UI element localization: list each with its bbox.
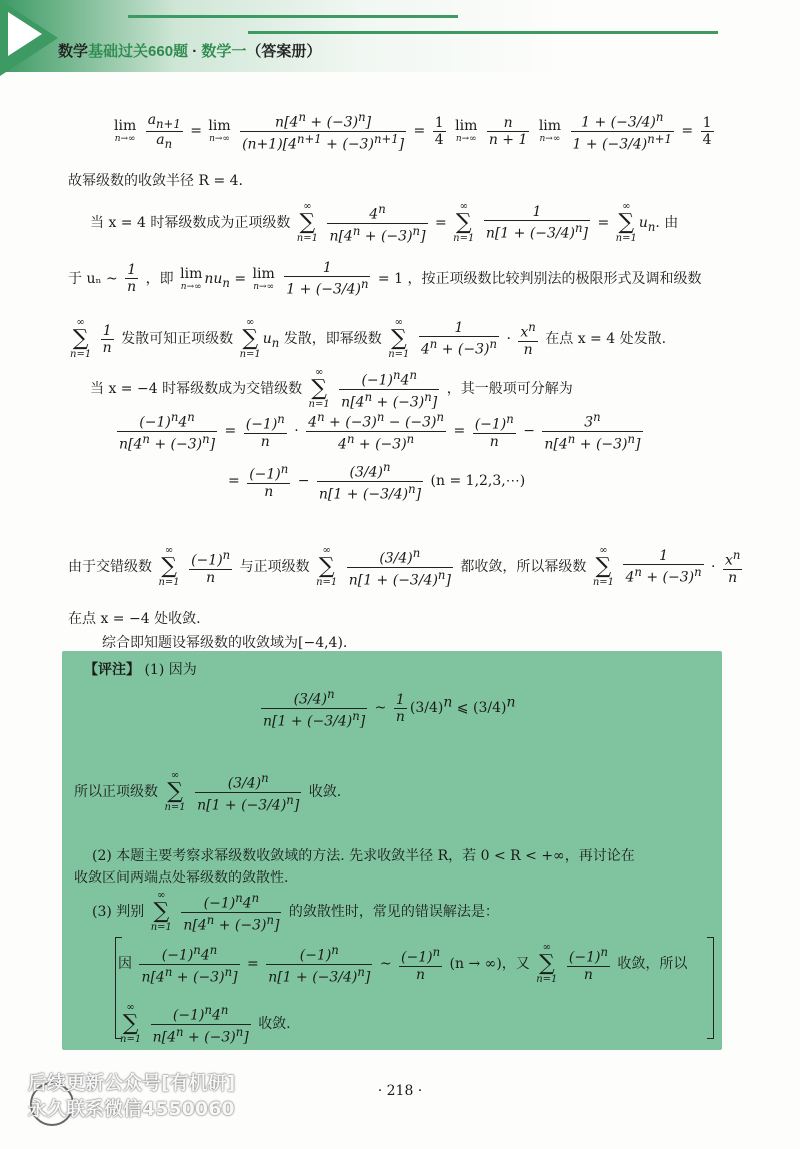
header-book: 基础过关660题 <box>88 43 189 60</box>
header-course: 数学一 <box>201 43 247 60</box>
commentary-wrong-conclusion: ∞ ∑ n=1 $\frac{(-1)^n4^n}{n[4^n + (-3)^n]}$ 收敛. <box>120 1002 291 1046</box>
commentary-intro <box>84 659 197 679</box>
text: 都收敛，所以幂级数 <box>460 559 587 576</box>
bracket-left <box>115 937 122 1039</box>
header-volume: （答案册） <box>246 43 322 60</box>
text-radius: 故幂级数的收敛半径 R = 4. <box>68 173 243 189</box>
text: (3) 判别 <box>92 904 145 921</box>
text: 因 <box>118 956 132 973</box>
line-x-equals-4: 当 x = 4 时幂级数成为正项级数 ∞ ∑ n=1 $\frac{4^n}{n[4^n + (-3)^n]}$ = ∞ ∑ n=1 $\frac{1}{n[1 + (-3/4)^n]}$ = ∞ ∑ $n=1u_n$. 由 <box>90 201 679 245</box>
commentary-wrong-solution: 因 $\frac{(-1)^n4^n}{n[4^n + (-3)^n]}$ = $\frac{(-1)^n}{n[1 + (-3/4)^n]}$ ~ $\frac{(-1)^n}{n}$ (n → ∞)，又 ∞ ∑ n=1 $\frac{(-1)^n}{n}$ 收敛，所以 <box>118 942 688 986</box>
text: 发散，即幂级数 <box>283 331 382 347</box>
text: 当 x = 4 时幂级数成为正项级数 <box>90 215 291 232</box>
commentary-label: 【评注】 <box>84 662 140 678</box>
header-band <box>0 0 800 72</box>
page-number: · 218 · <box>377 1083 423 1099</box>
text-conclusion: 综合即知题设幂级数的收敛域为[−4,4). <box>102 635 348 651</box>
commentary-line-4: 收敛区间两端点处幂级数的敛散性. <box>74 870 289 886</box>
text: (n → ∞)，又 <box>449 956 530 973</box>
text: 所以正项级数 <box>74 784 158 801</box>
text: 由于交错级数 <box>68 559 152 576</box>
text: (1) 因为 <box>144 662 197 678</box>
text: 发散可知正项级数 <box>121 331 234 347</box>
text: 收敛，所以 <box>617 956 688 973</box>
header-rule <box>128 15 458 18</box>
line-asymptotic: 于 uₙ ~ $\frac{1}{n}$ ，即 lim n→∞ $nu_n$ = lim n→∞ $\frac{1}{1 + (-3/4)^n}$ = 1 ，按正项级数比较判别法的极限形式及调和级数 <box>68 260 702 298</box>
text: 于 uₙ ~ <box>68 270 118 287</box>
text: 在点 x = 4 处发散. <box>545 331 667 347</box>
watermark-line-1: 后续更新公众号[有机研] <box>28 1072 236 1094</box>
line-divergence: ∞ ∑ n=1 $\frac{1}{n}$ 发散可知正项级数 ∞ ∑ $n=1u_n$ 发散，即幂级数 ∞ ∑ n=1 $\frac{1}{4^n + (-3)^n}$ · $\frac{x^n}{n}$ 在点 x = 4 处发散. <box>70 317 667 360</box>
running-header <box>58 40 321 61</box>
watermark-line-2: 永久联系微信4550060 <box>28 1098 235 1120</box>
commentary-line-2: 所以正项级数 ∞ ∑ n=1 $\frac{(3/4)^n}{n[1 + (-3/4)^n]}$ 收敛. <box>74 770 342 814</box>
header-arrow-inner-icon <box>8 12 42 56</box>
header-subject: 数学 <box>58 43 89 60</box>
commentary-line-5: (3) 判别 ∞ ∑ n=1 $\frac{(-1)^n4^n}{n[4^n + (-3)^n]}$ 的敛散性时，常见的错误解法是： <box>92 890 499 934</box>
text: ，即 <box>145 270 174 287</box>
formula-decompose-2: = $\frac{(-1)^n}{n}$ − $\frac{(3/4)^n}{n[1 + (-3/4)^n]}$ (n = 1,2,3,⋯) <box>228 460 526 503</box>
formula-decompose: $\frac{(-1)^n4^n}{n[4^n + (-3)^n]}$ = $\frac{(-1)^n}{n}$ · $\frac{4^n + (-3)^n - (-3)^n}{4^n + (-3)^n}$ = $\frac{(-1)^n}{n}$ − $\frac{3^n}{n[4^n + (-3)^n]}$ <box>119 410 641 453</box>
watermark <box>28 1070 235 1122</box>
text: . 由 <box>655 215 679 232</box>
text: 收敛. <box>258 1016 291 1033</box>
text-converge-minus4: 在点 x = −4 处收敛. <box>68 611 201 627</box>
text: ，其一般项可分解为 <box>446 381 573 398</box>
text: ，按正项级数比较判别法的极限形式及调和级数 <box>407 270 702 287</box>
text: 收敛. <box>308 784 342 801</box>
header-rule-lower <box>248 31 718 34</box>
commentary-line-3: (2) 本题主要考察求幂级数收敛域的方法. 先求收敛半径 R，若 0 < R < +∞，再讨论在 <box>92 848 635 864</box>
line-convergence: 由于交错级数 ∞ ∑ n=1 $\frac{(-1)^n}{n}$ 与正项级数 ∞ ∑ n=1 $\frac{(3/4)^n}{n[1 + (-3/4)^n]}$ 都收敛，所以幂级数 ∞ ∑ n=1 $\frac{1}{4^n + (-3)^n}$ · $\frac{x^n}{n}$ <box>68 545 741 589</box>
bracket-right <box>707 937 714 1039</box>
formula-comparison: $\frac{(3/4)^n}{n[1 + (-3/4)^n]}$ ~ $\frac{1}{n}$ $(3/4)^n$ ⩽ $(3/4)^n$ <box>263 687 516 730</box>
text: (n = 1,2,3,⋯) <box>430 473 526 490</box>
text: 与正项级数 <box>239 559 310 576</box>
line-x-equals-minus4: 当 x = −4 时幂级数成为交错级数 ∞ ∑ n=1 $\frac{(-1)^n4^n}{n[4^n + (-3)^n]}$ ，其一般项可分解为 <box>90 367 573 411</box>
formula-ratio-limit: lim n→∞ $\frac{a_{n+1}}{a_n}$ = lim n→∞ $\frac{n[4^n + (-3)^n]}{(n+1)[4^{n+1} + (-3)^{n+1}]}$ = $\frac{1}{4}$ lim n→∞ $\frac{n}{n + 1}$ lim n→∞ $\frac{1 + (-3/4)^n}{1 + (-3/4)^{n+1}}$ = $\frac{1}{4}$ <box>114 110 712 153</box>
text: 当 x = −4 时幂级数成为交错级数 <box>90 381 303 398</box>
text: 的敛散性时，常见的错误解法是： <box>288 904 499 921</box>
commentary-box <box>62 651 722 1050</box>
header-dot: · <box>188 43 202 60</box>
